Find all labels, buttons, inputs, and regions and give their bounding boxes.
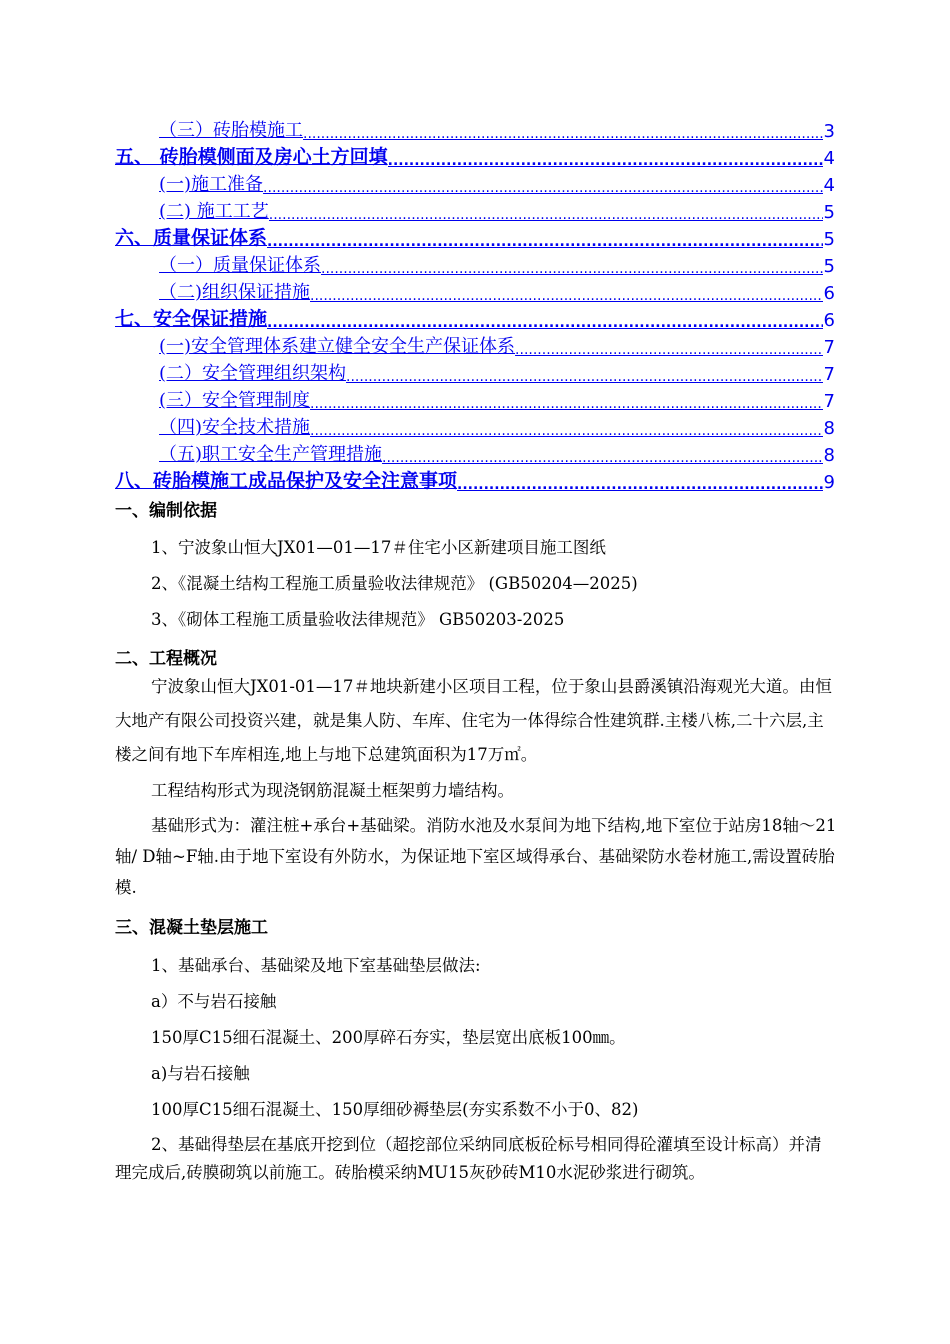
- paragraph: 100厚C15细石混凝土、150厚细砂褥垫层(夯实系数不小于0、82): [151, 1100, 639, 1119]
- toc-entry-title: (二）安全管理组织架构: [159, 363, 347, 384]
- paragraph: 宁波象山恒大JX01-01—17＃地块新建小区项目工程，位于象山县爵溪镇沿海观光大道。由恒大地产有限公司投资兴建，就是集人防、车库、住宅为一体得综合性建筑群.主楼八栋,二十六层,主楼之间有地下车库相连,地上与地下总建筑面积为17万㎡。: [115, 677, 832, 764]
- toc-entry[interactable]: [115, 115, 835, 142]
- section-heading: 三、混凝土垫层施工: [115, 918, 268, 938]
- toc-leader: [515, 342, 823, 358]
- toc-entry[interactable]: [115, 331, 835, 358]
- toc-leader: [267, 315, 823, 331]
- toc-entry[interactable]: [115, 142, 835, 169]
- reference-item: 1、宁波象山恒大JX01—01—17＃住宅小区新建项目施工图纸: [151, 538, 606, 557]
- toc-entry[interactable]: [115, 169, 835, 196]
- toc-entry-title: （五)职工安全生产管理措施: [159, 444, 383, 465]
- toc-leader: [303, 126, 823, 142]
- paragraph: a）不与岩石接触: [151, 992, 277, 1011]
- section-heading: 一、编制依据: [115, 501, 217, 521]
- toc-entry-page: 6: [823, 283, 835, 304]
- toc-entry-page: 4: [823, 148, 835, 169]
- toc-entry-title: 五、 砖胎模侧面及房心土方回填: [115, 146, 388, 168]
- table-of-contents: [115, 115, 835, 493]
- toc-entry-title: 七、安全保证措施: [115, 308, 268, 330]
- toc-entry-title: （四)安全技术措施: [159, 417, 311, 438]
- toc-entry-page: 5: [823, 256, 835, 277]
- toc-entry-page: 4: [823, 175, 835, 196]
- toc-entry[interactable]: [115, 439, 835, 466]
- toc-entry-title: （三）砖胎模施工: [159, 120, 303, 141]
- toc-entry-page: 8: [823, 418, 835, 439]
- paragraph: 2、基础得垫层在基底开挖到位（超挖部位采纳同底板砼标号相同得砼灌填至设计标高）并清理完成后,砖膜砌筑以前施工。砖胎模采纳MU15灰砂砖M10水泥砂浆进行砌筑。: [115, 1135, 822, 1182]
- toc-entry-title: （一）质量保证体系: [159, 255, 321, 276]
- toc-entry[interactable]: [115, 304, 835, 331]
- paragraph: a)与岩石接触: [151, 1064, 250, 1083]
- toc-entry-title: 六、质量保证体系: [115, 227, 268, 249]
- toc-entry-title: 八、砖胎模施工成品保护及安全注意事项: [115, 470, 458, 492]
- reference-item: 3、《砌体工程施工质量验收法律规范》 GB50203-2025: [151, 610, 565, 629]
- toc-entry[interactable]: [115, 358, 835, 385]
- toc-entry[interactable]: [115, 412, 835, 439]
- toc-entry-page: 7: [823, 337, 835, 358]
- toc-leader: [321, 261, 823, 277]
- toc-entry[interactable]: [115, 385, 835, 412]
- toc-leader: [382, 450, 823, 466]
- toc-entry[interactable]: [115, 466, 835, 493]
- toc-entry-page: 7: [823, 364, 835, 385]
- toc-entry-page: 3: [823, 121, 835, 142]
- toc-entry-page: 6: [823, 310, 835, 331]
- paragraph: 1、基础承台、基础梁及地下室基础垫层做法:: [151, 956, 481, 975]
- reference-item: 2、《混凝土结构工程施工质量验收法律规范》 (GB50204—2025): [151, 574, 638, 593]
- toc-entry-title: (三）安全管理制度: [159, 390, 311, 411]
- toc-entry-page: 9: [823, 472, 835, 493]
- toc-entry[interactable]: [115, 223, 835, 250]
- toc-entry-page: 5: [823, 229, 835, 250]
- toc-entry[interactable]: [115, 196, 835, 223]
- toc-entry-title: (二) 施工工艺: [159, 201, 269, 222]
- toc-leader: [310, 288, 823, 304]
- toc-leader: [457, 477, 823, 493]
- toc-entry-page: 5: [823, 202, 835, 223]
- toc-leader: [388, 153, 823, 169]
- paragraph: 工程结构形式为现浇钢筋混凝土框架剪力墙结构。: [151, 781, 514, 800]
- document-body: [115, 496, 837, 1187]
- toc-leader: [310, 396, 823, 412]
- toc-leader: [346, 369, 823, 385]
- toc-leader: [263, 180, 823, 196]
- toc-entry-page: 8: [823, 445, 835, 466]
- toc-leader: [269, 207, 823, 223]
- toc-entry-title: (一)施工准备: [159, 174, 264, 195]
- toc-leader: [310, 423, 823, 439]
- toc-entry-title: (一)安全管理体系建立健全安全生产保证体系: [159, 336, 516, 357]
- toc-entry[interactable]: [115, 250, 835, 277]
- toc-entry-title: （二)组织保证措施: [159, 282, 311, 303]
- paragraph: 150厚C15细石混凝土、200厚碎石夯实，垫层宽出底板100㎜。: [151, 1028, 626, 1047]
- toc-entry[interactable]: [115, 277, 835, 304]
- toc-leader: [267, 234, 823, 250]
- paragraph: 基础形式为：灌注桩+承台+基础梁。消防水池及水泵间为地下结构,地下室位于站房18轴～21轴/ D轴~F轴.由于地下室设有外防水，为保证地下室区域得承台、基础梁防水卷材施工,需设置砖胎模.: [115, 816, 837, 897]
- toc-entry-page: 7: [823, 391, 835, 412]
- section-heading: 二、工程概况: [115, 649, 217, 669]
